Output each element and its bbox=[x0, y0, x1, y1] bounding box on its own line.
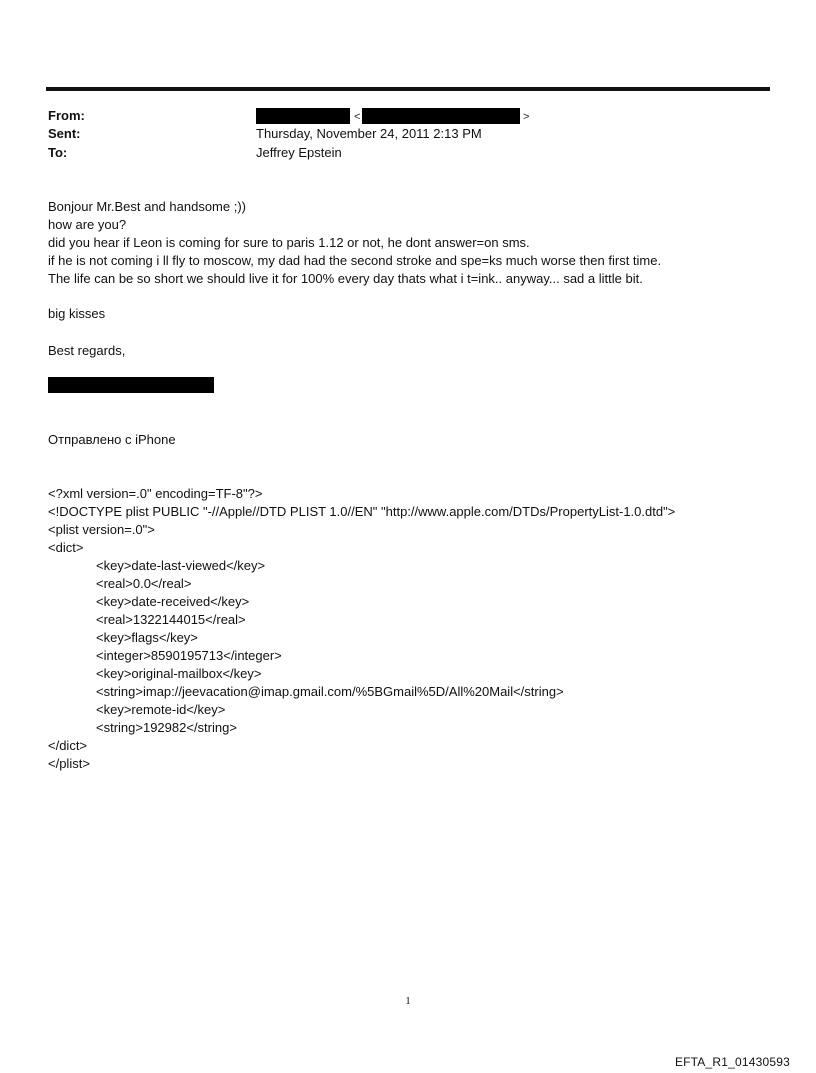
plist-entry: <key>date-last-viewed</key> bbox=[96, 558, 266, 573]
message-line: if he is not coming i ll fly to moscow, my dad had the second stroke and spe=ks much worse then first time. bbox=[48, 253, 662, 268]
sent-from-line: Отправлено с iPhone bbox=[48, 432, 176, 447]
to-label: To: bbox=[48, 145, 68, 160]
plist-close: </plist> bbox=[48, 756, 90, 771]
redacted-sender-email bbox=[362, 108, 520, 124]
regards-line: Best regards, bbox=[48, 343, 126, 358]
redacted-signature bbox=[48, 377, 214, 393]
page-number: 1 bbox=[405, 995, 411, 1007]
plist-entry: <string>imap://jeevacation@imap.gmail.com/%5BGmail%5D/All%20Mail</string> bbox=[96, 684, 564, 699]
message-line: did you hear if Leon is coming for sure to paris 1.12 or not, he dont answer=on sms. bbox=[48, 235, 530, 250]
plist-doctype: <!DOCTYPE plist PUBLIC "-//Apple//DTD PLIST 1.0//EN" "http://www.apple.com/DTDs/PropertyList-1.0.dtd"> bbox=[48, 504, 676, 519]
plist-entry: <key>date-received</key> bbox=[96, 594, 250, 609]
closing-line: big kisses bbox=[48, 306, 106, 321]
plist-entry: <key>remote-id</key> bbox=[96, 702, 226, 717]
to-value: Jeffrey Epstein bbox=[256, 145, 342, 160]
plist-entry: <key>flags</key> bbox=[96, 630, 198, 645]
plist-entry: <integer>8590195713</integer> bbox=[96, 648, 282, 663]
plist-entry: <real>1322144015</real> bbox=[96, 612, 246, 627]
dict-open: <dict> bbox=[48, 540, 84, 555]
top-rule bbox=[46, 87, 770, 91]
message-line: Bonjour Mr.Best and handsome ;)) bbox=[48, 199, 246, 214]
plist-xml-decl: <?xml version=.0" encoding=TF-8"?> bbox=[48, 486, 263, 501]
from-label: From: bbox=[48, 108, 85, 123]
plist-open: <plist version=.0"> bbox=[48, 522, 155, 537]
plist-entry: <real>0.0</real> bbox=[96, 576, 192, 591]
from-gt: > bbox=[523, 111, 530, 123]
sent-label: Sent: bbox=[48, 126, 81, 141]
from-lt: < bbox=[354, 111, 361, 123]
message-line: The life can be so short we should live it for 100% every day thats what i t=ink.. anyway... sad a little bit. bbox=[48, 271, 643, 286]
sent-value: Thursday, November 24, 2011 2:13 PM bbox=[256, 126, 482, 141]
plist-entry: <string>192982</string> bbox=[96, 720, 237, 735]
dict-close: </dict> bbox=[48, 738, 88, 753]
plist-entry: <key>original-mailbox</key> bbox=[96, 666, 262, 681]
redacted-sender-name bbox=[256, 108, 350, 124]
document-id: EFTA_R1_01430593 bbox=[674, 1055, 790, 1069]
message-line: how are you? bbox=[48, 217, 127, 232]
